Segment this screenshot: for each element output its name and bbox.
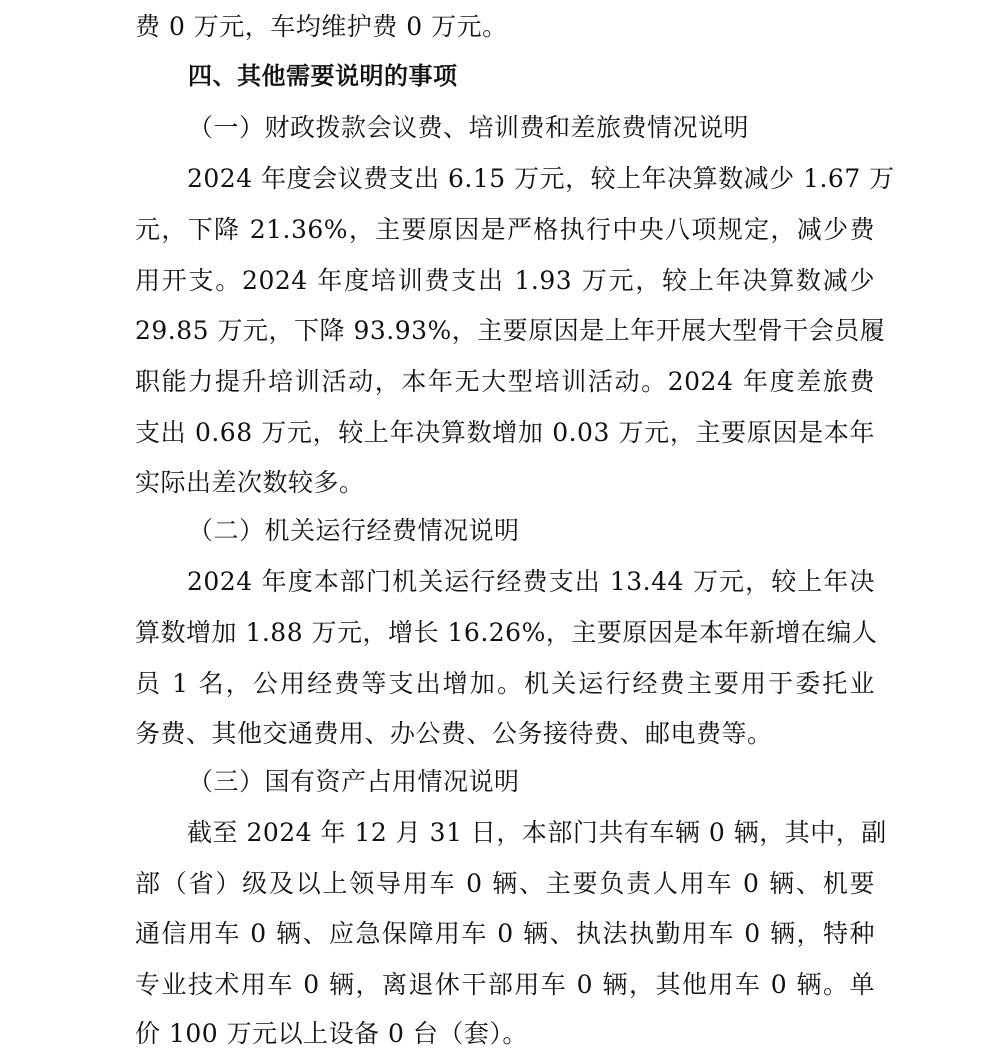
paragraph-line: 截至 2024 年 12 月 31 日，本部门共有车辆 0 辆，其中，副 (187, 818, 887, 847)
subsection-heading: （一）财政拨款会议费、培训费和差旅费情况说明 (188, 113, 750, 142)
paragraph-line: 职能力提升培训活动，本年无大型培训活动。2024 年度差旅费 (135, 367, 875, 396)
section-heading: 四、其他需要说明的事项 (188, 62, 458, 90)
paragraph-line: 算数增加 1.88 万元，增长 16.26%，主要原因是本年新增在编人 (135, 618, 878, 647)
paragraph-line: 通信用车 0 辆、应急保障用车 0 辆、执法执勤用车 0 辆，特种 (135, 919, 875, 948)
paragraph-line: 2024 年度会议费支出 6.15 万元，较上年决算数减少 1.67 万 (187, 164, 895, 193)
paragraph-line: 用开支。2024 年度培训费支出 1.93 万元，较上年决算数减少 (135, 266, 875, 295)
paragraph-line: 务费、其他交通费用、办公费、公务接待费、邮电费等。 (135, 719, 773, 748)
paragraph-line: 部（省）级及以上领导用车 0 辆、主要负责人用车 0 辆、机要 (135, 869, 875, 898)
subsection-heading: （三）国有资产占用情况说明 (188, 767, 520, 796)
paragraph-line: 实际出差次数较多。 (135, 468, 365, 497)
paragraph-line: 29.85 万元，下降 93.93%，主要原因是上年开展大型骨干会员履 (135, 316, 886, 345)
text-line: 费 0 万元，车均维护费 0 万元。 (135, 12, 508, 41)
paragraph-line: 员 1 名，公用经费等支出增加。机关运行经费主要用于委托业 (135, 669, 875, 698)
subsection-heading: （二）机关运行经费情况说明 (188, 516, 520, 545)
paragraph-line: 元，下降 21.36%，主要原因是严格执行中央八项规定，减少费 (135, 215, 875, 244)
paragraph-line: 支出 0.68 万元，较上年决算数增加 0.03 万元，主要原因是本年 (135, 418, 875, 447)
paragraph-line: 2024 年度本部门机关运行经费支出 13.44 万元，较上年决 (187, 567, 875, 596)
paragraph-line: 价 100 万元以上设备 0 台（套）。 (135, 1019, 528, 1048)
paragraph-line: 专业技术用车 0 辆，离退休干部用车 0 辆，其他用车 0 辆。单 (135, 970, 875, 999)
